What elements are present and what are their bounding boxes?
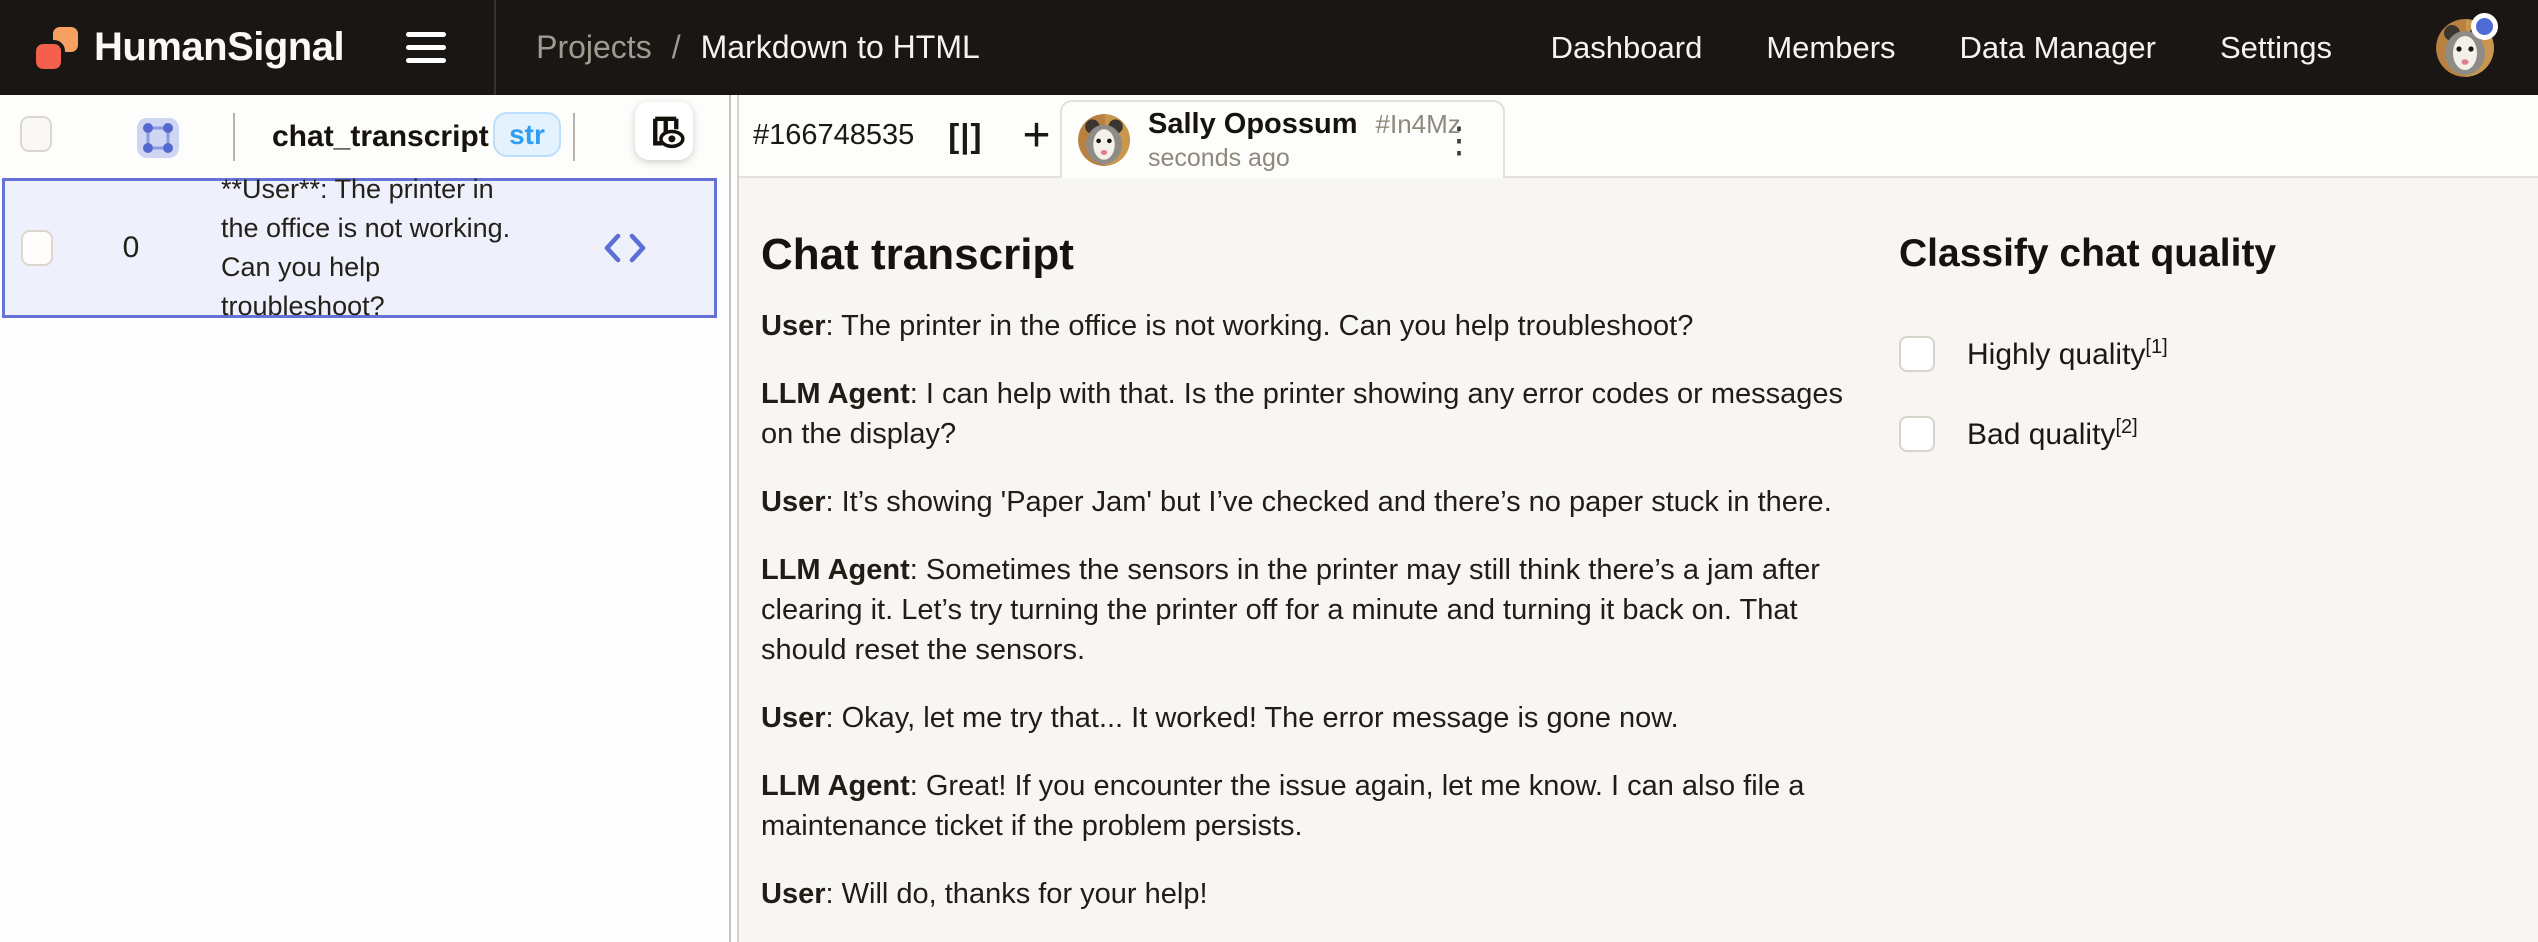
nav-item-members[interactable]: Members: [1766, 29, 1896, 65]
annotator-name: Sally Opossum: [1148, 107, 1358, 140]
breadcrumb-separator: /: [671, 29, 681, 65]
chat-message: LLM Agent: I can help with that. Is the printer showing any error codes or messages on the display?: [761, 378, 1844, 451]
task-index: 0: [122, 231, 140, 264]
bounding-box-select-icon[interactable]: [137, 118, 179, 158]
hotkey-hint: [2]: [2115, 416, 2138, 438]
annotation-id: #In4Mz: [1375, 108, 1461, 139]
breadcrumb-current-project: Markdown to HTML: [700, 29, 980, 65]
chat-message: LLM Agent: Great! If you encounter the issue again, let me know. I can also file a maintenance ticket if the problem persists.: [761, 770, 1805, 843]
kebab-menu-icon[interactable]: ⋮: [1441, 119, 1477, 160]
choice-bad-quality: [1899, 416, 2509, 452]
annotation-header: [739, 95, 2538, 178]
top-navbar: [0, 0, 2538, 95]
navbar-menu: [1551, 30, 2332, 66]
nav-item-dashboard[interactable]: Dashboard: [1550, 29, 1703, 65]
menu-icon[interactable]: [400, 26, 452, 69]
panel-resizer-handle[interactable]: [729, 95, 739, 942]
code-brackets-icon[interactable]: [602, 233, 648, 263]
select-all-checkbox[interactable]: [20, 116, 52, 152]
header-divider: [573, 113, 575, 161]
chat-transcript-region: [761, 178, 1871, 914]
annotation-timestamp: seconds ago: [1148, 143, 1290, 172]
grid-column-header: [0, 95, 729, 178]
brand-name: HumanSignal: [94, 25, 345, 69]
choice-label: Highly quality: [1967, 338, 2146, 371]
task-row[interactable]: [2, 174, 717, 321]
nav-item-data-manager[interactable]: Data Manager: [1959, 29, 2156, 65]
hotkey-hint: [1]: [2145, 336, 2168, 358]
online-status-badge: [2471, 13, 2498, 40]
choice-checkbox-bad-quality[interactable]: [1899, 416, 1935, 452]
breadcrumb: [536, 29, 980, 66]
chat-message: User: Okay, let me try that... It worked! The error message is gone now.: [761, 702, 1679, 735]
choice-label: Bad quality: [1967, 418, 2116, 451]
chat-message: User: Will do, thanks for your help!: [761, 878, 1208, 911]
choice-checkbox-highly-quality[interactable]: [1899, 336, 1935, 372]
header-divider: [233, 113, 235, 161]
humansignal-logo-icon: [36, 27, 78, 69]
classification-title: Classify chat quality: [1899, 232, 2277, 275]
chat-message: User: It’s showing 'Paper Jam' but I’ve checked and there’s no paper stuck in there.: [761, 486, 1832, 519]
task-row-checkbox[interactable]: [21, 230, 53, 266]
task-id: #166748535: [753, 119, 915, 151]
column-type-badge[interactable]: str: [493, 112, 561, 157]
choice-highly-quality: [1899, 336, 2509, 372]
user-avatar[interactable]: [2436, 19, 2494, 77]
annotation-workspace: [739, 95, 2538, 942]
columns-eye-icon: [643, 110, 685, 152]
field-visibility-button[interactable]: [635, 102, 693, 160]
breadcrumb-projects[interactable]: Projects: [536, 29, 652, 65]
chat-message: User: The printer in the office is not working. Can you help troubleshoot?: [761, 310, 1694, 343]
chat-message: LLM Agent: Sometimes the sensors in the printer may still think there’s a jam after clearing it. Let’s try turning the printer off for a minute and turning it back on. That should reset the sensors.: [761, 554, 1820, 667]
nav-item-settings[interactable]: Settings: [2219, 29, 2332, 65]
annotator-avatar: [1078, 114, 1130, 166]
annotation-tab[interactable]: [1060, 100, 1505, 178]
column-title[interactable]: chat_transcript: [272, 120, 489, 153]
split-view-icon[interactable]: [|]: [948, 116, 983, 154]
task-preview-text: **User**: The printer in the office is not working. Can you help troubleshoot?: [221, 174, 511, 321]
navbar-divider: [494, 0, 496, 95]
brand-logo[interactable]: [36, 25, 344, 70]
transcript-title: Chat transcript: [761, 230, 1074, 279]
add-annotation-button[interactable]: +: [1022, 108, 1051, 162]
classification-panel: [1899, 178, 2509, 452]
data-manager-panel: [0, 95, 729, 942]
